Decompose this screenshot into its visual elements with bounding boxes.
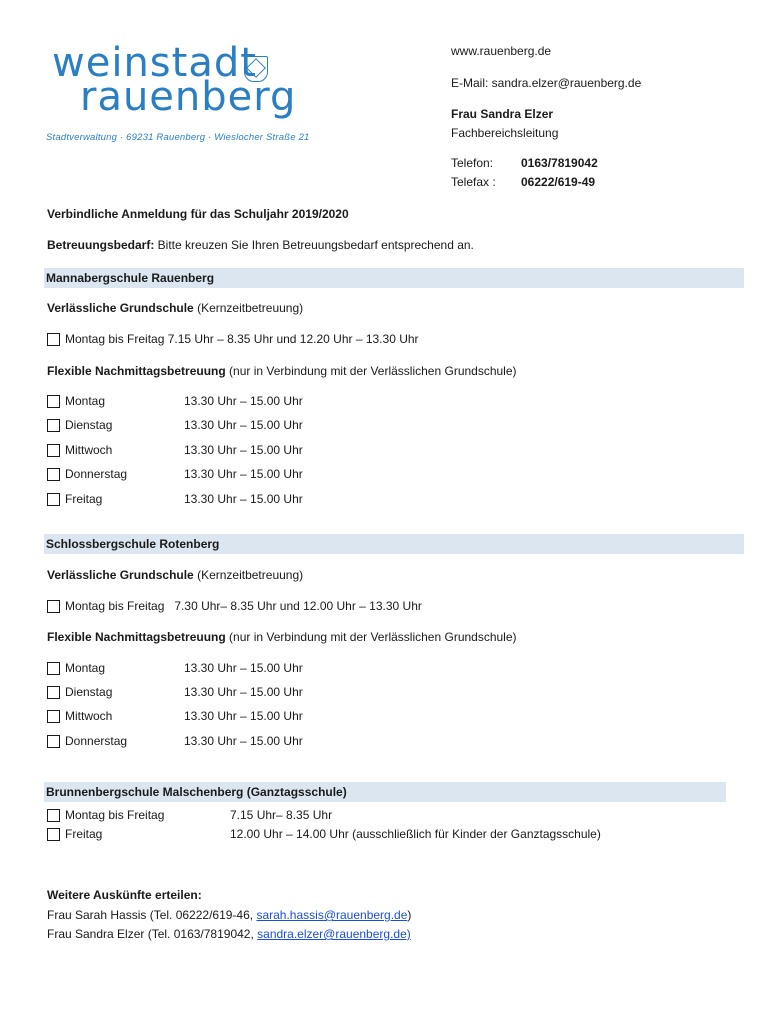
school2-reliable-label: Verlässliche Grundschule — [47, 568, 194, 582]
school1-day-row — [47, 443, 303, 457]
checkbox[interactable] — [47, 686, 60, 699]
school1-flex-heading — [47, 364, 517, 378]
footer-contact-elzer — [47, 927, 411, 941]
fax-label: Telefax : — [451, 175, 496, 189]
contact-text: Frau Sarah Hassis (Tel. 06222/619-46, — [47, 908, 257, 922]
time-label: 12.00 Uhr – 14.00 Uhr (ausschließlich für Kinder der Ganztagsschule) — [230, 827, 601, 841]
day-label: Dienstag — [65, 685, 113, 699]
website-text: www.rauenberg.de — [451, 44, 552, 58]
checkbox[interactable] — [47, 419, 60, 432]
time-label: 13.30 Uhr – 15.00 Uhr — [184, 418, 303, 432]
school1-day-row — [47, 467, 303, 481]
school2-reliable-option — [47, 599, 422, 613]
email-text: E-Mail: sandra.elzer@rauenberg.de — [451, 76, 642, 90]
need-instruction — [47, 238, 474, 252]
day-label: Montag — [65, 661, 106, 675]
day-label: Montag — [65, 394, 106, 408]
email-link-elzer[interactable]: sandra.elzer@rauenberg.de) — [257, 927, 411, 941]
checkbox[interactable] — [47, 493, 60, 506]
school1-reliable-option — [47, 332, 419, 346]
school1-day-row — [47, 394, 303, 408]
fax-value: 06222/619-49 — [521, 175, 596, 189]
school3-option-row — [47, 827, 601, 841]
checkbox[interactable] — [47, 468, 60, 481]
time-label: 13.30 Uhr – 15.00 Uhr — [184, 685, 303, 699]
phone-value: 0163/7819042 — [521, 156, 598, 170]
contact-text: Frau Sandra Elzer (Tel. 0163/7819042, — [47, 927, 258, 941]
day-label: Mittwoch — [65, 443, 113, 457]
need-text: Bitte kreuzen Sie Ihren Betreuungsbedarf entsprechend an. — [154, 238, 474, 252]
school1-day-row — [47, 492, 303, 506]
checkbox[interactable] — [47, 809, 60, 822]
school2-reliable-heading — [47, 568, 303, 582]
checkbox[interactable] — [47, 395, 60, 408]
form-title: Verbindliche Anmeldung für das Schuljahr 2019/2020 — [47, 207, 349, 221]
checkbox[interactable] — [47, 828, 60, 841]
phone-label: Telefon: — [451, 156, 494, 170]
school1-reliable-note: (Kernzeitbetreuung) — [193, 301, 304, 315]
time-label: 13.30 Uhr – 15.00 Uhr — [184, 734, 303, 748]
school2-flex-label: Flexible Nachmittagsbetreuung — [47, 630, 226, 644]
option-label: Montag bis Freitag 7.15 Uhr – 8.35 Uhr und 12.20 Uhr – 13.30 Uhr — [65, 332, 419, 346]
checkbox[interactable] — [47, 600, 60, 613]
option-label: Montag bis Freitag 7.30 Uhr– 8.35 Uhr und 12.00 Uhr – 13.30 Uhr — [65, 599, 422, 613]
school1-reliable-label: Verlässliche Grundschule — [47, 301, 194, 315]
section-school2: Schlossbergschule Rotenberg — [44, 534, 744, 554]
contact-end: ) — [407, 908, 412, 922]
day-label: Dienstag — [65, 418, 113, 432]
school1-flex-label: Flexible Nachmittagsbetreuung — [47, 364, 226, 378]
checkbox[interactable] — [47, 444, 60, 457]
logo-text-weinstadt: weinstadt — [52, 40, 257, 86]
address-line: Stadtverwaltung · 69231 Rauenberg · Wieslocher Straße 21 — [46, 132, 310, 143]
day-label: Donnerstag — [65, 467, 128, 481]
contact-name: Frau Sandra Elzer — [451, 107, 554, 121]
time-label: 13.30 Uhr – 15.00 Uhr — [184, 467, 303, 481]
school2-reliable-note: (Kernzeitbetreuung) — [193, 568, 304, 582]
time-label: 13.30 Uhr – 15.00 Uhr — [184, 709, 303, 723]
day-label: Freitag — [65, 492, 103, 506]
school2-day-row — [47, 661, 303, 675]
logo-text-rauenberg: rauenberg — [80, 74, 297, 120]
section-school1: Mannabergschule Rauenberg — [44, 268, 744, 288]
checkbox[interactable] — [47, 333, 60, 346]
school2-flex-heading — [47, 630, 517, 644]
school2-day-row — [47, 709, 303, 723]
time-label: 13.30 Uhr – 15.00 Uhr — [184, 443, 303, 457]
checkbox[interactable] — [47, 710, 60, 723]
school2-flex-note: (nur in Verbindung mit der Verlässlichen Grundschule) — [225, 630, 517, 644]
school1-flex-note: (nur in Verbindung mit der Verlässlichen Grundschule) — [225, 364, 517, 378]
school2-day-row — [47, 734, 303, 748]
checkbox[interactable] — [47, 735, 60, 748]
day-label: Donnerstag — [65, 734, 128, 748]
school2-day-row — [47, 685, 303, 699]
time-label: 13.30 Uhr – 15.00 Uhr — [184, 394, 303, 408]
email-link-hassis[interactable]: sarah.hassis@rauenberg.de — [256, 908, 408, 922]
time-label: 13.30 Uhr – 15.00 Uhr — [184, 661, 303, 675]
school1-day-row — [47, 418, 303, 432]
school3-option-row — [47, 808, 333, 822]
day-label: Freitag — [65, 827, 103, 841]
contact-role: Fachbereichsleitung — [451, 126, 559, 140]
footer-title: Weitere Auskünfte erteilen: — [47, 888, 202, 902]
crest-icon — [244, 56, 268, 82]
day-label: Mittwoch — [65, 709, 113, 723]
time-label: 13.30 Uhr – 15.00 Uhr — [184, 492, 303, 506]
need-label: Betreuungsbedarf: — [47, 238, 155, 252]
checkbox[interactable] — [47, 662, 60, 675]
day-label: Montag bis Freitag — [65, 808, 165, 822]
footer-contact-hassis — [47, 908, 411, 922]
time-label: 7.15 Uhr– 8.35 Uhr — [230, 808, 333, 822]
section-school3: Brunnenbergschule Malschenberg (Ganztagsschule) — [44, 782, 726, 802]
school1-reliable-heading — [47, 301, 303, 315]
